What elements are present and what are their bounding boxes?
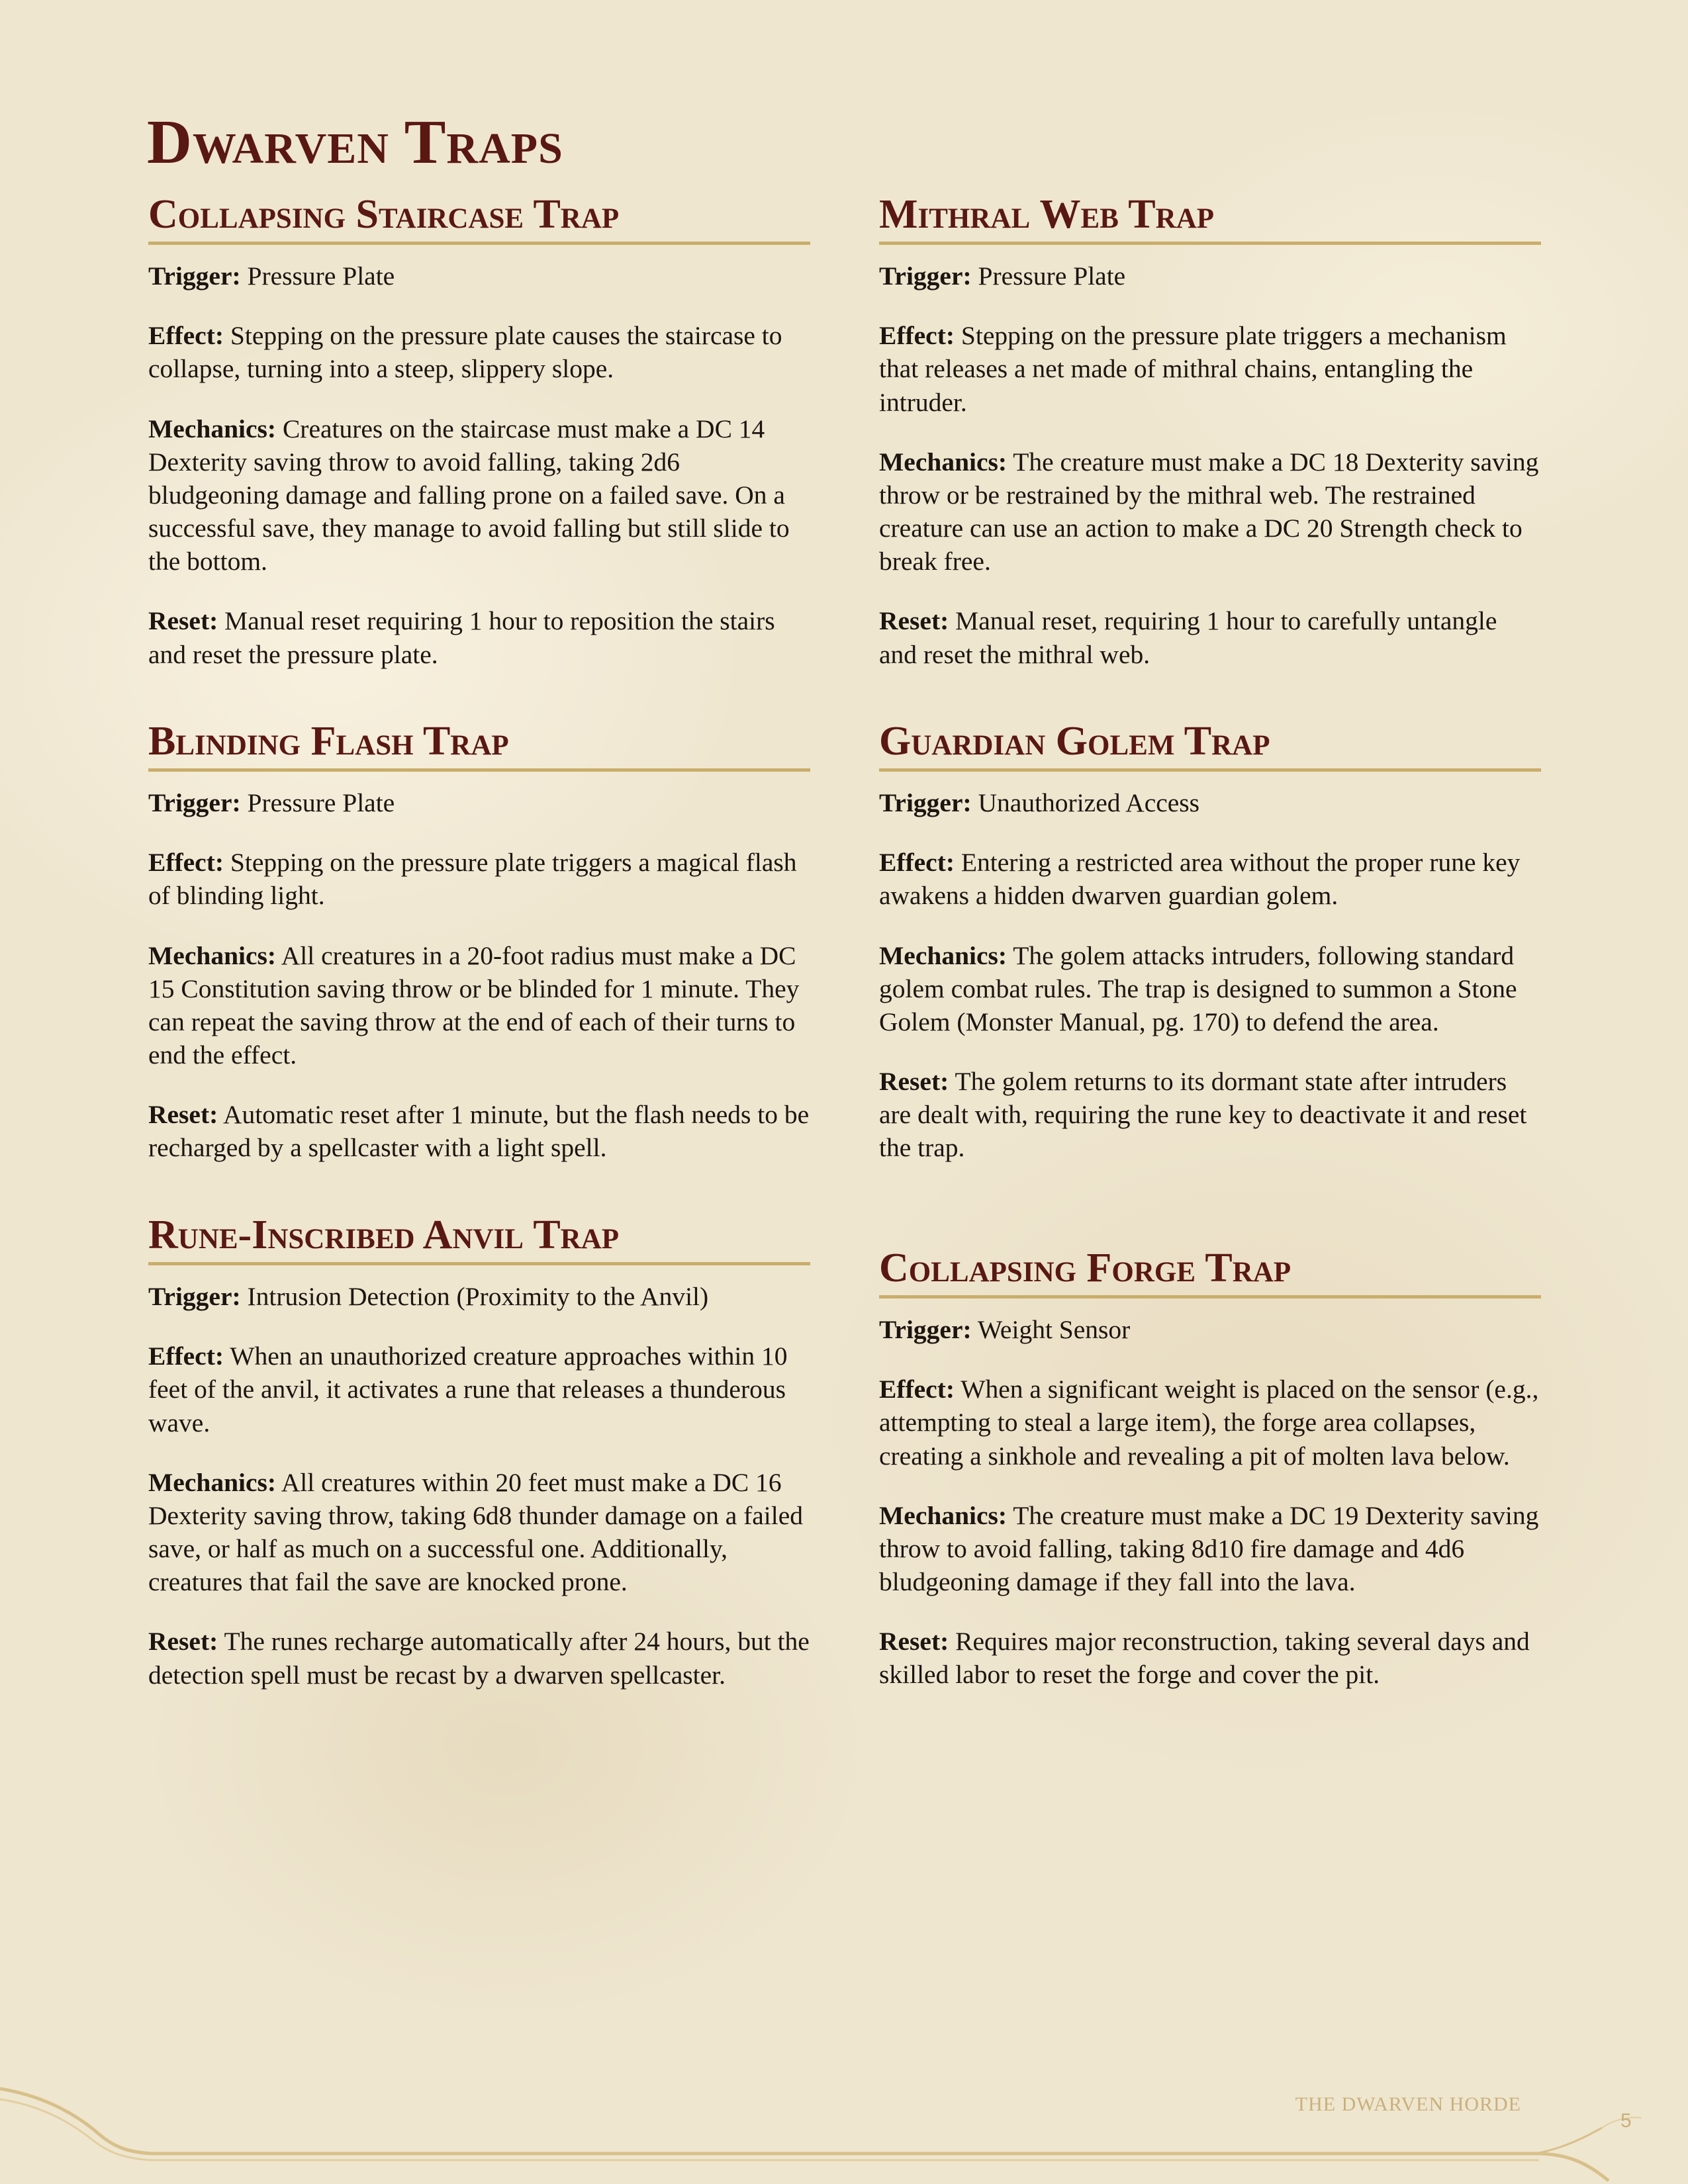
field-value: The creature must make a DC 18 Dexterity saving throw or be restrained by the mithral web. The restrained creature can use an action to make a DC 20 Strength check to break free. [879, 447, 1539, 576]
trap-collapsing-staircase [148, 193, 810, 671]
trap-trigger [879, 259, 1541, 293]
field-value: All creatures within 20 feet must make a DC 16 Dexterity saving throw, taking 6d8 thunder damage on a failed save, or half as much on a successful one. Additionally, creatures that fail the save are knocked prone. [148, 1467, 804, 1597]
trap-effect [879, 846, 1541, 912]
trap-heading: Collapsing Forge Trap [879, 1247, 1541, 1298]
field-value: Automatic reset after 1 minute, but the flash needs to be recharged by a spellcaster with a light spell. [148, 1100, 810, 1163]
trap-rune-inscribed-anvil [148, 1214, 810, 1692]
trap-effect [148, 1340, 810, 1439]
field-label: Mechanics: [879, 447, 1008, 477]
trap-heading: Guardian Golem Trap [879, 720, 1541, 772]
field-label: Reset: [879, 1067, 949, 1097]
field-label: Effect: [879, 321, 955, 351]
trap-mechanics [148, 939, 810, 1072]
field-label: Trigger: [148, 1282, 241, 1312]
field-value: Pressure Plate [247, 788, 395, 818]
page-title: Dwarven Traps [147, 108, 563, 177]
trap-trigger [148, 259, 810, 293]
field-value: The creature must make a DC 19 Dexterity saving throw to avoid falling, taking 8d10 fire damage and 4d6 bludgeoning damage if they fall into the lava. [879, 1500, 1539, 1597]
trap-heading: Blinding Flash Trap [148, 720, 810, 772]
trap-heading: Rune-Inscribed Anvil Trap [148, 1214, 810, 1265]
trap-reset [879, 1625, 1541, 1691]
field-label: Mechanics: [148, 414, 277, 443]
field-label: Effect: [148, 848, 224, 878]
trap-trigger [148, 1280, 810, 1313]
trap-reset [879, 604, 1541, 670]
field-label: Mechanics: [148, 940, 277, 970]
trap-reset [148, 604, 810, 670]
field-value: Creatures on the staircase must make a DC 14 Dexterity saving throw to avoid falling, taking 2d6 bludgeoning damage and falling prone on a failed save. On a successful save, they manage to avoid falling but still slide to the bottom. [148, 414, 790, 576]
field-value: The golem attacks intruders, following standard golem combat rules. The trap is designed to summon a Stone Golem (Monster Manual, pg. 170) to defend the area. [879, 940, 1517, 1036]
trap-guardian-golem [879, 720, 1541, 1165]
field-value: When a significant weight is placed on the sensor (e.g., attempting to steal a large item), the forge area collapses, creating a sinkhole and revealing a pit of molten lava below. [879, 1375, 1539, 1471]
field-label: Reset: [148, 606, 218, 636]
field-label: Reset: [148, 1100, 218, 1130]
trap-reset [148, 1098, 810, 1164]
page-number: 5 [1620, 2110, 1632, 2132]
field-value: Stepping on the pressure plate triggers a mechanism that releases a net made of mithral chains, entangling the intruder. [879, 321, 1507, 417]
field-label: Trigger: [148, 788, 241, 818]
trap-trigger [879, 786, 1541, 819]
field-value: Manual reset requiring 1 hour to reposition the stairs and reset the pressure plate. [148, 606, 775, 669]
field-label: Trigger: [879, 788, 972, 818]
field-value: Entering a restricted area without the proper rune key awakens a hidden dwarven guardian golem. [879, 848, 1521, 911]
field-label: Reset: [879, 606, 949, 636]
trap-collapsing-forge [879, 1247, 1541, 1692]
trap-mechanics [148, 1466, 810, 1599]
trap-mechanics [148, 412, 810, 578]
trap-heading: Mithral Web Trap [879, 193, 1541, 245]
field-label: Mechanics: [879, 1500, 1008, 1530]
trap-mithral-web [879, 193, 1541, 671]
trap-trigger [879, 1313, 1541, 1346]
field-value: Pressure Plate [247, 261, 395, 291]
field-value: Requires major reconstruction, taking several days and skilled labor to reset the forge and cover the pit. [879, 1627, 1530, 1690]
field-value: When an unauthorized creature approaches within 10 feet of the anvil, it activates a rune that releases a thunderous wave. [148, 1342, 788, 1437]
field-label: Effect: [148, 1342, 224, 1371]
field-label: Trigger: [879, 1315, 972, 1345]
field-value: Weight Sensor [977, 1315, 1131, 1345]
field-value: The runes recharge automatically after 24 hours, but the detection spell must be recast by a dwarven spellcaster. [148, 1627, 810, 1690]
field-label: Effect: [148, 321, 224, 351]
footer-ornament [0, 2065, 1688, 2184]
field-label: Mechanics: [879, 940, 1008, 970]
field-value: Intrusion Detection (Proximity to the Anvil) [247, 1282, 709, 1312]
field-value: Stepping on the pressure plate causes the staircase to collapse, turning into a steep, slippery slope. [148, 321, 782, 384]
field-value: All creatures in a 20-foot radius must make a DC 15 Constitution saving throw or be blinded for 1 minute. They can repeat the saving throw at the end of each of their turns to end the effect. [148, 940, 800, 1070]
field-value: Manual reset, requiring 1 hour to carefully untangle and reset the mithral web. [879, 606, 1497, 669]
trap-effect [148, 319, 810, 385]
trap-mechanics [879, 1499, 1541, 1598]
trap-trigger [148, 786, 810, 819]
trap-effect [148, 846, 810, 912]
field-label: Reset: [879, 1627, 949, 1657]
field-value: The golem returns to its dormant state after intruders are dealt with, requiring the rune key to deactivate it and reset the trap. [879, 1067, 1527, 1163]
running-footer: THE DWARVEN HORDE [1295, 2093, 1521, 2115]
field-label: Trigger: [148, 261, 241, 291]
trap-heading: Collapsing Staircase Trap [148, 193, 810, 245]
trap-mechanics [879, 939, 1541, 1038]
trap-effect [879, 319, 1541, 418]
trap-mechanics [879, 445, 1541, 578]
trap-blinding-flash [148, 720, 810, 1165]
field-label: Trigger: [879, 261, 972, 291]
field-value: Unauthorized Access [978, 788, 1200, 818]
field-label: Effect: [879, 1375, 955, 1404]
trap-effect [879, 1373, 1541, 1472]
field-label: Effect: [879, 848, 955, 878]
trap-reset [148, 1625, 810, 1691]
field-value: Pressure Plate [978, 261, 1126, 291]
field-label: Reset: [148, 1627, 218, 1657]
field-value: Stepping on the pressure plate triggers a magical flash of blinding light. [148, 848, 797, 911]
field-label: Mechanics: [148, 1467, 277, 1497]
trap-reset [879, 1065, 1541, 1164]
